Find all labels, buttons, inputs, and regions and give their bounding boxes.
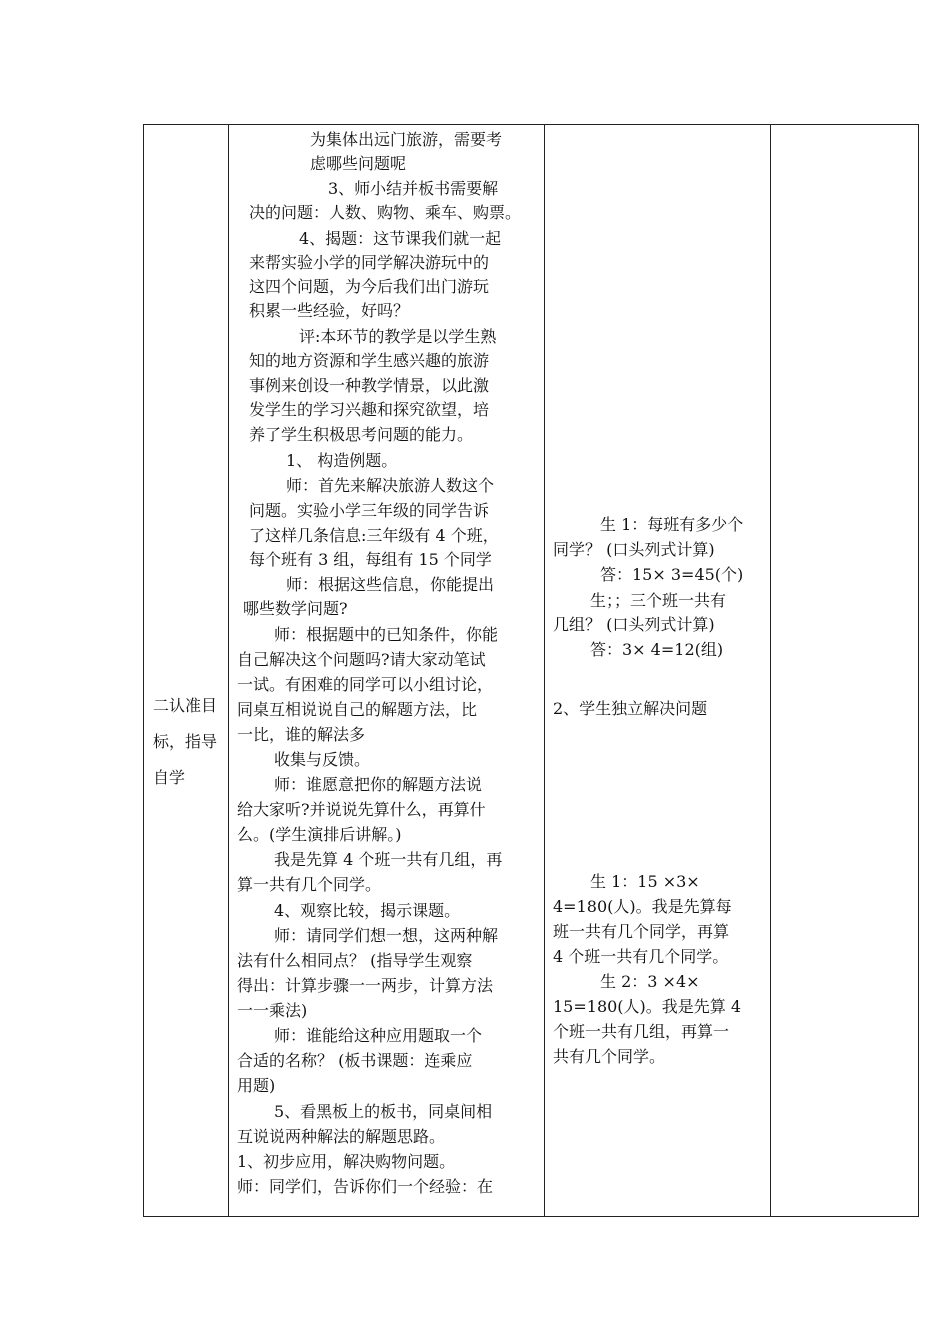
teacher-line: 虑哪些问题呢 bbox=[310, 154, 407, 173]
student-line: 2、学生独立解决问题 bbox=[553, 699, 708, 718]
teacher-line: 1、初步应用，解决购物问题。 bbox=[237, 1152, 456, 1171]
teacher-line: 师：谁愿意把你的解题方法说 bbox=[274, 775, 483, 794]
teacher-line: 同桌互相说说自己的解题方法，比 bbox=[237, 700, 478, 719]
teacher-line: 4、观察比较，揭示课题。 bbox=[274, 901, 461, 920]
teacher-line: 4、揭题：这节课我们就一起 bbox=[299, 229, 502, 248]
student-line: 共有几个同学。 bbox=[553, 1047, 666, 1066]
teacher-activity-cell bbox=[229, 125, 544, 1216]
student-line: 个班一共有几组，再算一 bbox=[553, 1022, 730, 1041]
teacher-line: 合适的名称？ (板书课题：连乘应 bbox=[237, 1051, 473, 1070]
teacher-line: 每个班有 3 组，每组有 15 个同学 bbox=[249, 550, 492, 569]
teacher-line: 发学生的学习兴趣和探究欲望，培 bbox=[249, 400, 490, 419]
teacher-line: 师：根据题中的已知条件，你能 bbox=[274, 625, 499, 644]
student-line: 生 1：每班有多少个 bbox=[600, 515, 744, 534]
teacher-line: 问题。实验小学三年级的同学告诉 bbox=[249, 501, 490, 520]
teacher-line: 给大家听?并说说先算什么，再算什 bbox=[237, 800, 486, 819]
teacher-line: 决的问题：人数、购物、乘车、购票。 bbox=[249, 203, 522, 222]
teacher-line: 师：谁能给这种应用题取一个 bbox=[274, 1026, 483, 1045]
student-line: 生 1：15 ×3× bbox=[590, 872, 700, 891]
teacher-line: 用题) bbox=[237, 1076, 276, 1095]
lesson-plan-table bbox=[143, 124, 919, 1217]
stage-label-line: 标，指导 bbox=[153, 732, 218, 751]
teacher-line: 事例来创设一种教学情景，以此激 bbox=[249, 376, 490, 395]
student-line: 4=180(人)。我是先算每 bbox=[553, 897, 732, 916]
teacher-line: 得出：计算步骤一一两步，计算方法 bbox=[237, 976, 494, 995]
student-line: 同学？ (口头列式计算) bbox=[553, 540, 715, 559]
teacher-line: 一试。有困难的同学可以小组讨论， bbox=[237, 675, 494, 694]
student-line: 几组？ (口头列式计算) bbox=[553, 615, 715, 634]
teacher-line: 积累一些经验，好吗？ bbox=[249, 301, 410, 320]
student-activity-cell bbox=[545, 125, 770, 1216]
teacher-line: 我是先算 4 个班一共有几组，再 bbox=[274, 850, 503, 869]
teacher-line: 收集与反馈。 bbox=[274, 750, 371, 769]
teacher-line: 法有什么相同点？ (指导学生观察 bbox=[237, 951, 473, 970]
student-line: 答：15× 3=45(个) bbox=[600, 565, 744, 584]
stage-cell bbox=[144, 125, 228, 1216]
teacher-line: 一比，谁的解法多 bbox=[237, 725, 366, 744]
teacher-line: 养了学生积极思考问题的能力。 bbox=[249, 425, 474, 444]
stage-label-line: 自学 bbox=[153, 768, 186, 787]
student-line: 生 2：3 ×4× bbox=[600, 972, 700, 991]
teacher-line: 3、师小结并板书需要解 bbox=[328, 179, 499, 198]
student-line: 15=180(人)。我是先算 4 bbox=[553, 997, 742, 1016]
teacher-line: 1、 构造例题。 bbox=[286, 451, 398, 470]
teacher-line: 师：请同学们想一想，这两种解 bbox=[274, 926, 499, 945]
teacher-line: 自己解决这个问题吗?请大家动笔试 bbox=[237, 650, 486, 669]
teacher-line: 来帮实验小学的同学解决游玩中的 bbox=[249, 253, 490, 272]
student-line: 答：3× 4=12(组) bbox=[590, 640, 724, 659]
teacher-line: 师：根据这些信息，你能提出 bbox=[286, 575, 495, 594]
stage-label-line: 二认准目 bbox=[153, 696, 218, 715]
teacher-line: 这四个问题，为今后我们出门游玩 bbox=[249, 277, 490, 296]
teacher-line: 互说说两种解法的解题思路。 bbox=[237, 1127, 446, 1146]
teacher-line: 么。(学生演排后讲解。) bbox=[237, 825, 402, 844]
student-line: 生；；三个班一共有 bbox=[590, 591, 727, 610]
teacher-line: 了这样几条信息:三年级有 4 个班， bbox=[249, 526, 499, 545]
teacher-line: 评:本环节的教学是以学生熟 bbox=[299, 327, 497, 346]
student-line: 班一共有几个同学，再算 bbox=[553, 922, 730, 941]
teacher-line: 为集体出远门旅游，需要考 bbox=[310, 130, 503, 149]
teacher-line: 一一乘法) bbox=[237, 1001, 308, 1020]
teacher-line: 哪些数学问题? bbox=[243, 599, 348, 618]
teacher-line: 5、看黑板上的板书，同桌间相 bbox=[274, 1102, 493, 1121]
teacher-line: 算一共有几个同学。 bbox=[237, 875, 382, 894]
teacher-line: 知的地方资源和学生感兴趣的旅游 bbox=[249, 351, 490, 370]
teacher-line: 师：首先来解决旅游人数这个 bbox=[286, 476, 495, 495]
teacher-line: 师：同学们，告诉你们一个经验：在 bbox=[237, 1177, 494, 1196]
notes-cell bbox=[771, 125, 918, 1216]
student-line: 4 个班一共有几个同学。 bbox=[553, 947, 729, 966]
